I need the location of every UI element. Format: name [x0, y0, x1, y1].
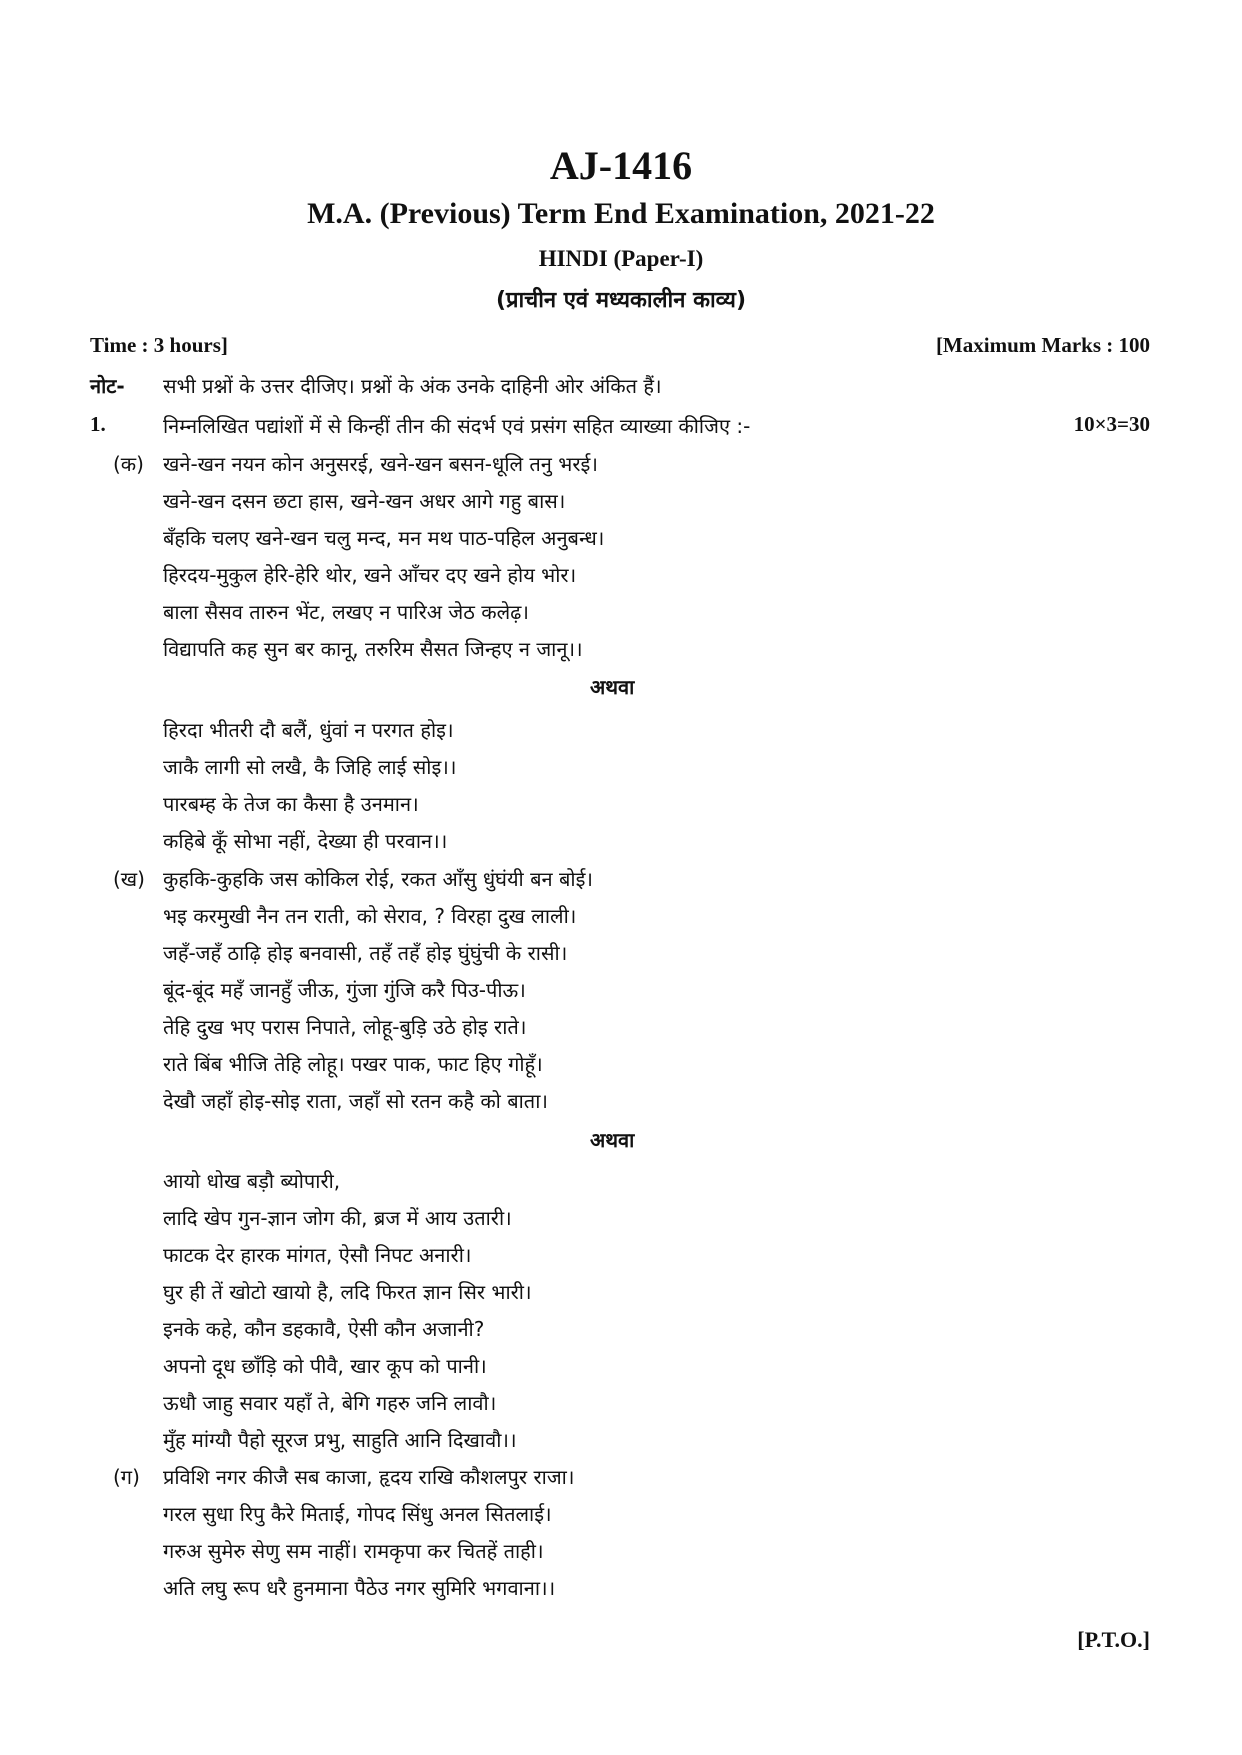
maximum-marks: [Maximum Marks : 100: [935, 333, 1150, 357]
verse-line: बँहकि चलए खने-खन चलु मन्द, मन मथ पाठ-पहिल अनुबन्ध।: [163, 526, 605, 550]
note-label: नोट-: [90, 374, 125, 398]
part-ka-label: (क): [113, 452, 144, 476]
or-label: अथवा: [590, 675, 635, 699]
verse-line: राते बिंब भीजि तेहि लोहू। पखर पाक, फाट हिए गोहूँ।: [163, 1052, 543, 1076]
verse-line: घुर ही तें खोटो खायो है, लदि फिरत ज्ञान सिर भारी।: [163, 1280, 532, 1304]
verse-line: विद्यापति कह सुन बर कानू, तरुरिम सैसत जिन्हए न जानू।।: [163, 637, 583, 661]
verse-line: कहिबे कूँ सोभा नहीं, देख्या ही परवान।।: [163, 829, 448, 853]
verse-line: आयो धोख बड़ौ ब्योपारी,: [163, 1169, 341, 1193]
part-ga-label: (ग): [113, 1465, 140, 1489]
verse-line: मुँह मांग्यौ पैहो सूरज प्रभु, साहुति आनि दिखावौ।।: [163, 1428, 517, 1452]
verse-line: पारबम्ह के तेज का कैसा है उनमान।: [163, 792, 419, 816]
or-label: अथवा: [590, 1128, 635, 1152]
verse-line: फाटक देर हारक मांगत, ऐसौ निपट अनारी।: [163, 1243, 472, 1267]
note-text: सभी प्रश्नों के उत्तर दीजिए। प्रश्नों के अंक उनके दाहिनी ओर अंकित हैं।: [163, 374, 662, 398]
verse-line: प्रविशि नगर कीजै सब काजा, हृदय राखि कौशलपुर राजा।: [163, 1465, 575, 1489]
verse-line: देखौ जहाँ होइ-सोइ राता, जहाँ सो रतन कहै को बाता।: [163, 1089, 548, 1113]
verse-line: कुहकि-कुहकि जस कोकिल रोई, रकत आँसु धुंघंयी बन बोई।: [163, 867, 593, 891]
verse-line: बूंद-बूंद महँ जानहुँ जीऊ, गुंजा गुंजि करै पिउ-पीऊ।: [163, 978, 526, 1002]
paper-name: HINDI (Paper-I): [538, 246, 704, 271]
verse-line: खने-खन दसन छटा हास, खने-खन अधर आगे गहु बास।: [163, 489, 566, 513]
verse-line: गरुअ सुमेरु सेणु सम नाहीं। रामकृपा कर चितहें ताही।: [163, 1539, 544, 1563]
part-kha-label: (ख): [113, 867, 145, 891]
verse-line: जहँ-जहँ ठाढ़ि होइ बनवासी, तहँ तहँ होइ घुंघुंची के रासी।: [163, 941, 568, 965]
paper-code: AJ-1416: [549, 143, 693, 188]
verse-line: तेहि दुख भए परास निपाते, लोहू-बुड़ि उठे होइ राते।: [163, 1015, 527, 1039]
verse-line: बाला सैसव तारुन भेंट, लखए न पारिअ जेठ कलेढ़।: [163, 600, 529, 624]
verse-line: अपनो दूध छाँड़ि को पीवै, खार कूप को पानी।: [163, 1354, 487, 1378]
question-number: 1.: [90, 412, 106, 436]
verse-line: जाकै लागी सो लखै, कै जिहि लाई सोइ।।: [163, 755, 457, 779]
verse-line: हिरदा भीतरी दौ बलैं, धुंवां न परगत होइ।: [163, 718, 454, 742]
paper-subtitle: (प्राचीन एवं मध्यकालीन काव्य): [495, 288, 747, 313]
verse-line: हिरदय-मुकुल हेरि-हेरि थोर, खने आँचर दए खने होय भोर।: [163, 563, 577, 587]
question-marks: 10×3=30: [1073, 412, 1150, 436]
verse-line: अति लघु रूप धरै हुनमाना पैठेउ नगर सुमिरि भगवाना।।: [163, 1576, 556, 1600]
exam-time: Time : 3 hours]: [90, 333, 228, 357]
verse-line: इनके कहे, कौन डहकावै, ऐसी कौन अजानी?: [163, 1317, 485, 1341]
please-turn-over: [P.T.O.]: [1077, 1627, 1150, 1652]
verse-line: लादि खेप गुन-ज्ञान जोग की, ब्रज में आय उतारी।: [163, 1206, 512, 1230]
exam-title: M.A. (Previous) Term End Examination, 2021-22: [307, 197, 935, 230]
verse-line: गरल सुधा रिपु कैरे मिताई, गोपद सिंधु अनल सितलाई।: [163, 1502, 552, 1526]
verse-line: ऊधौ जाहु सवार यहाँ ते, बेगि गहरु जनि लावौ।: [163, 1391, 497, 1415]
verse-line: भइ करमुखी नैन तन राती, को सेराव, ? विरहा दुख लाली।: [163, 904, 577, 928]
question-instruction: निम्नलिखित पद्यांशों में से किन्हीं तीन की संदर्भ एवं प्रसंग सहित व्याख्या कीजिए :-: [163, 414, 751, 438]
verse-line: खने-खन नयन कोन अनुसरई, खने-खन बसन-धूलि तनु भरई।: [163, 452, 598, 476]
